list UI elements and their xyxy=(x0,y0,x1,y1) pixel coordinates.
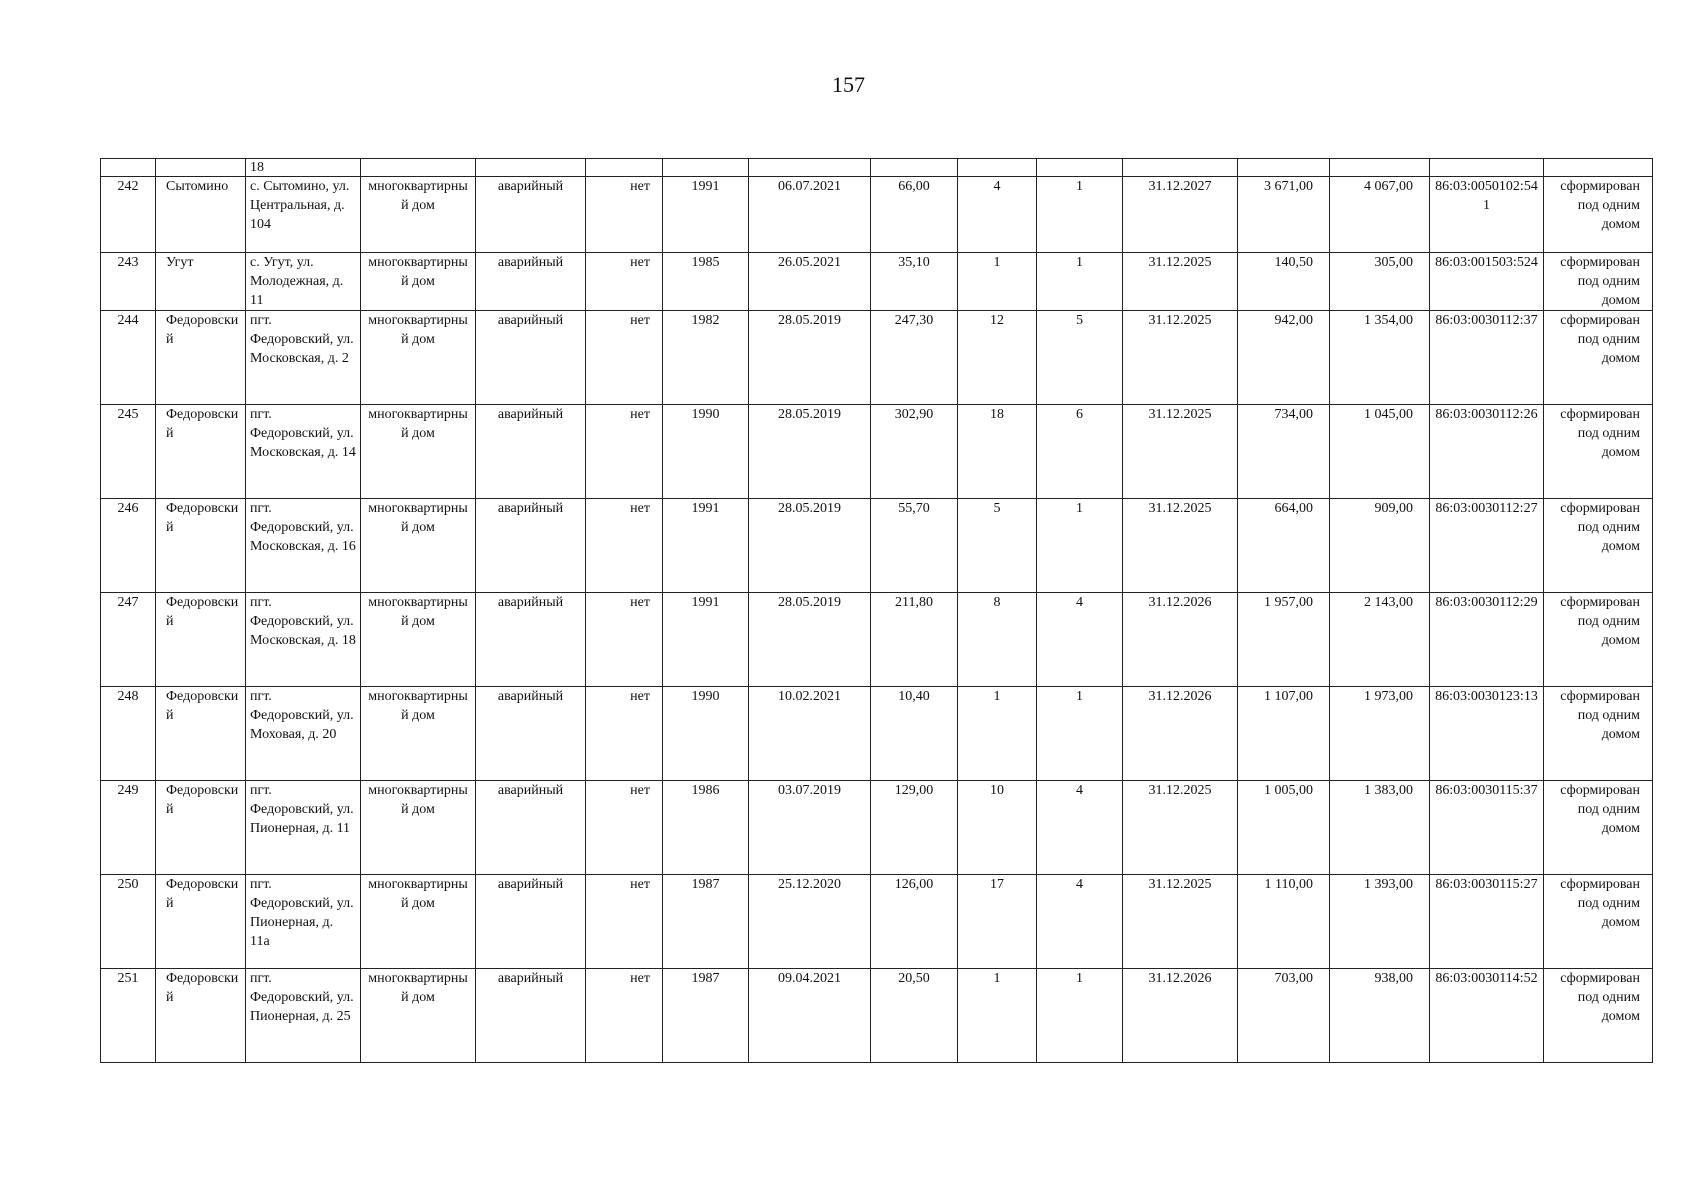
cell-address: пгт. Федоровский, ул. Пионерная, д. 11 xyxy=(246,781,361,875)
cell-type: многоквартирный дом xyxy=(361,311,476,405)
cell-price: 938,00 xyxy=(1330,969,1430,1063)
cell-status: нет xyxy=(586,781,663,875)
cell-area: 126,00 xyxy=(871,875,958,969)
cell-flats: 4 xyxy=(1037,875,1123,969)
cell-territory: Федоровский xyxy=(156,593,246,687)
cell-type: многоквартирный дом xyxy=(361,499,476,593)
cell-area: 20,50 xyxy=(871,969,958,1063)
cell-area: 35,10 xyxy=(871,253,958,311)
table-row xyxy=(101,253,1653,311)
cell-type: многоквартирный дом xyxy=(361,969,476,1063)
cell-date: 10.02.2021 xyxy=(749,687,871,781)
cell-num: 244 xyxy=(101,311,156,405)
cell-cadastral: 86:03:0030112:29 xyxy=(1430,593,1544,687)
cell-note: сформирован под одним домом xyxy=(1544,969,1653,1063)
cell-flats: 4 xyxy=(1037,781,1123,875)
cell-price: 1 354,00 xyxy=(1330,311,1430,405)
cell-num: 246 xyxy=(101,499,156,593)
cell-area: 302,90 xyxy=(871,405,958,499)
cell-num: 251 xyxy=(101,969,156,1063)
cell-note: сформирован под одним домом xyxy=(1544,311,1653,405)
cell-address: 18 xyxy=(246,159,361,177)
table-row xyxy=(101,593,1653,687)
cell-type: многоквартирный дом xyxy=(361,593,476,687)
cell-note: сформирован под одним домом xyxy=(1544,499,1653,593)
table-row xyxy=(101,499,1653,593)
cell-cadastral: 86:03:0030112:27 xyxy=(1430,499,1544,593)
cell-year: 1991 xyxy=(663,177,749,253)
table-row xyxy=(101,875,1653,969)
cell-area: 129,00 xyxy=(871,781,958,875)
cell-flats: 1 xyxy=(1037,177,1123,253)
cell-year: 1985 xyxy=(663,253,749,311)
cell-year: 1991 xyxy=(663,499,749,593)
cell-plan-date: 31.12.2025 xyxy=(1123,499,1238,593)
table-row xyxy=(101,969,1653,1063)
cell-plan-date: 31.12.2025 xyxy=(1123,781,1238,875)
cell-people: 17 xyxy=(958,875,1037,969)
cell-price: 1 045,00 xyxy=(1330,405,1430,499)
cell-area: 10,40 xyxy=(871,687,958,781)
cell-flats: 1 xyxy=(1037,687,1123,781)
cell-territory: Федоровский xyxy=(156,405,246,499)
cell-territory: Федоровский xyxy=(156,499,246,593)
cell-cost: 1 957,00 xyxy=(1238,593,1330,687)
cell-cost: 1 110,00 xyxy=(1238,875,1330,969)
cell-cadastral: 86:03:0030115:37 xyxy=(1430,781,1544,875)
cell-cadastral: 86:03:0030114:52 xyxy=(1430,969,1544,1063)
cell-cadastral: 86:03:0030112:26 xyxy=(1430,405,1544,499)
cell-cadastral: 86:03:0030115:27 xyxy=(1430,875,1544,969)
cell-date: 28.05.2019 xyxy=(749,593,871,687)
cell-status: нет xyxy=(586,499,663,593)
cell-num: 249 xyxy=(101,781,156,875)
cell-num: 245 xyxy=(101,405,156,499)
cell-state: аварийный xyxy=(476,405,586,499)
cell-flats: 1 xyxy=(1037,499,1123,593)
cell-cost: 140,50 xyxy=(1238,253,1330,311)
cell-state: аварийный xyxy=(476,687,586,781)
cell-date: 26.05.2021 xyxy=(749,253,871,311)
cell-cost: 1 107,00 xyxy=(1238,687,1330,781)
cell-price: 1 383,00 xyxy=(1330,781,1430,875)
cell-area: 55,70 xyxy=(871,499,958,593)
cell-state: аварийный xyxy=(476,177,586,253)
cell-address: пгт. Федоровский, ул. Московская, д. 2 xyxy=(246,311,361,405)
cell-note: сформирован под одним домом xyxy=(1544,405,1653,499)
cell-people: 1 xyxy=(958,969,1037,1063)
cell-plan-date: 31.12.2026 xyxy=(1123,593,1238,687)
cell-people: 10 xyxy=(958,781,1037,875)
cell-type: многоквартирный дом xyxy=(361,875,476,969)
cell-status: нет xyxy=(586,875,663,969)
cell-territory: Федоровский xyxy=(156,875,246,969)
cell-status: нет xyxy=(586,311,663,405)
cell-num: 242 xyxy=(101,177,156,253)
cell-people: 5 xyxy=(958,499,1037,593)
cell-flats: 1 xyxy=(1037,969,1123,1063)
cell-address: пгт. Федоровский, ул. Московская, д. 14 xyxy=(246,405,361,499)
cell-plan-date: 31.12.2025 xyxy=(1123,405,1238,499)
cell-address: пгт. Федоровский, ул. Пионерная, д. 25 xyxy=(246,969,361,1063)
cell-cadastral: 86:03:0030123:13 xyxy=(1430,687,1544,781)
cell-date: 06.07.2021 xyxy=(749,177,871,253)
cell-note: сформирован под одним домом xyxy=(1544,781,1653,875)
cell-date: 03.07.2019 xyxy=(749,781,871,875)
cell-plan-date: 31.12.2025 xyxy=(1123,875,1238,969)
cell-territory: Федоровский xyxy=(156,781,246,875)
cell-address: с. Угут, ул. Молодежная, д. 11 xyxy=(246,253,361,311)
cell-year: 1982 xyxy=(663,311,749,405)
cell-flats: 6 xyxy=(1037,405,1123,499)
cell-cost: 1 005,00 xyxy=(1238,781,1330,875)
cell-status: нет xyxy=(586,405,663,499)
cell-cost: 942,00 xyxy=(1238,311,1330,405)
cell-territory: Федоровский xyxy=(156,687,246,781)
cell-address: пгт. Федоровский, ул. Пионерная, д. 11а xyxy=(246,875,361,969)
cell-date: 25.12.2020 xyxy=(749,875,871,969)
cell-status: нет xyxy=(586,593,663,687)
cell-note: сформирован под одним домом xyxy=(1544,253,1653,311)
cell-type: многоквартирный дом xyxy=(361,253,476,311)
cell-cadastral: 86:03:001503:524 xyxy=(1430,253,1544,311)
cell-year: 1990 xyxy=(663,687,749,781)
cell-plan-date: 31.12.2026 xyxy=(1123,687,1238,781)
cell-people: 18 xyxy=(958,405,1037,499)
cell-area: 211,80 xyxy=(871,593,958,687)
cell-plan-date: 31.12.2025 xyxy=(1123,253,1238,311)
cell-price: 2 143,00 xyxy=(1330,593,1430,687)
table-row xyxy=(101,311,1653,405)
housing-register-table xyxy=(100,158,1653,1063)
cell-year: 1987 xyxy=(663,875,749,969)
cell-type: многоквартирный дом xyxy=(361,405,476,499)
cell-status: нет xyxy=(586,687,663,781)
cell-year: 1987 xyxy=(663,969,749,1063)
cell-cadastral: 86:03:0050102:541 xyxy=(1430,177,1544,253)
cell-note: сформирован под одним домом xyxy=(1544,875,1653,969)
cell-people: 8 xyxy=(958,593,1037,687)
cell-state: аварийный xyxy=(476,593,586,687)
cell-date: 09.04.2021 xyxy=(749,969,871,1063)
cell-status: нет xyxy=(586,253,663,311)
cell-status: нет xyxy=(586,177,663,253)
table-row xyxy=(101,177,1653,253)
cell-year: 1986 xyxy=(663,781,749,875)
cell-plan-date: 31.12.2025 xyxy=(1123,311,1238,405)
cell-address: пгт. Федоровский, ул. Моховая, д. 20 xyxy=(246,687,361,781)
cell-area: 66,00 xyxy=(871,177,958,253)
cell-price: 1 393,00 xyxy=(1330,875,1430,969)
cell-type: многоквартирный дом xyxy=(361,177,476,253)
cell-price: 4 067,00 xyxy=(1330,177,1430,253)
cell-cadastral: 86:03:0030112:37 xyxy=(1430,311,1544,405)
cell-state: аварийный xyxy=(476,781,586,875)
cell-cost: 734,00 xyxy=(1238,405,1330,499)
page-number: 157 xyxy=(832,72,865,97)
cell-num: 247 xyxy=(101,593,156,687)
cell-year: 1990 xyxy=(663,405,749,499)
cell-cost: 703,00 xyxy=(1238,969,1330,1063)
cell-date: 28.05.2019 xyxy=(749,311,871,405)
cell-year: 1991 xyxy=(663,593,749,687)
cell-note: сформирован под одним домом xyxy=(1544,687,1653,781)
cell-price: 1 973,00 xyxy=(1330,687,1430,781)
cell-address: пгт. Федоровский, ул. Московская, д. 18 xyxy=(246,593,361,687)
cell-note: сформирован под одним домом xyxy=(1544,593,1653,687)
cell-flats: 1 xyxy=(1037,253,1123,311)
cell-territory: Сытомино xyxy=(156,177,246,253)
cell-plan-date: 31.12.2026 xyxy=(1123,969,1238,1063)
cell-state: аварийный xyxy=(476,311,586,405)
cell-address: пгт. Федоровский, ул. Московская, д. 16 xyxy=(246,499,361,593)
cell-type: многоквартирный дом xyxy=(361,781,476,875)
table-row-continuation xyxy=(101,159,1653,177)
cell-people: 4 xyxy=(958,177,1037,253)
cell-num: 250 xyxy=(101,875,156,969)
cell-type: многоквартирный дом xyxy=(361,687,476,781)
cell-territory: Федоровский xyxy=(156,311,246,405)
cell-flats: 5 xyxy=(1037,311,1123,405)
cell-people: 1 xyxy=(958,253,1037,311)
cell-date: 28.05.2019 xyxy=(749,405,871,499)
cell-price: 305,00 xyxy=(1330,253,1430,311)
cell-state: аварийный xyxy=(476,499,586,593)
cell-date: 28.05.2019 xyxy=(749,499,871,593)
cell-note: сформирован под одним домом xyxy=(1544,177,1653,253)
cell-status: нет xyxy=(586,969,663,1063)
table-row xyxy=(101,687,1653,781)
cell-flats: 4 xyxy=(1037,593,1123,687)
cell-state: аварийный xyxy=(476,969,586,1063)
cell-num: 243 xyxy=(101,253,156,311)
cell-num: 248 xyxy=(101,687,156,781)
table-row xyxy=(101,781,1653,875)
cell-cost: 3 671,00 xyxy=(1238,177,1330,253)
cell-address: с. Сытомино, ул. Центральная, д. 104 xyxy=(246,177,361,253)
cell-state: аварийный xyxy=(476,253,586,311)
cell-price: 909,00 xyxy=(1330,499,1430,593)
cell-state: аварийный xyxy=(476,875,586,969)
cell-area: 247,30 xyxy=(871,311,958,405)
cell-plan-date: 31.12.2027 xyxy=(1123,177,1238,253)
cell-territory: Угут xyxy=(156,253,246,311)
cell-people: 12 xyxy=(958,311,1037,405)
table-row xyxy=(101,405,1653,499)
cell-territory: Федоровский xyxy=(156,969,246,1063)
cell-people: 1 xyxy=(958,687,1037,781)
cell-cost: 664,00 xyxy=(1238,499,1330,593)
